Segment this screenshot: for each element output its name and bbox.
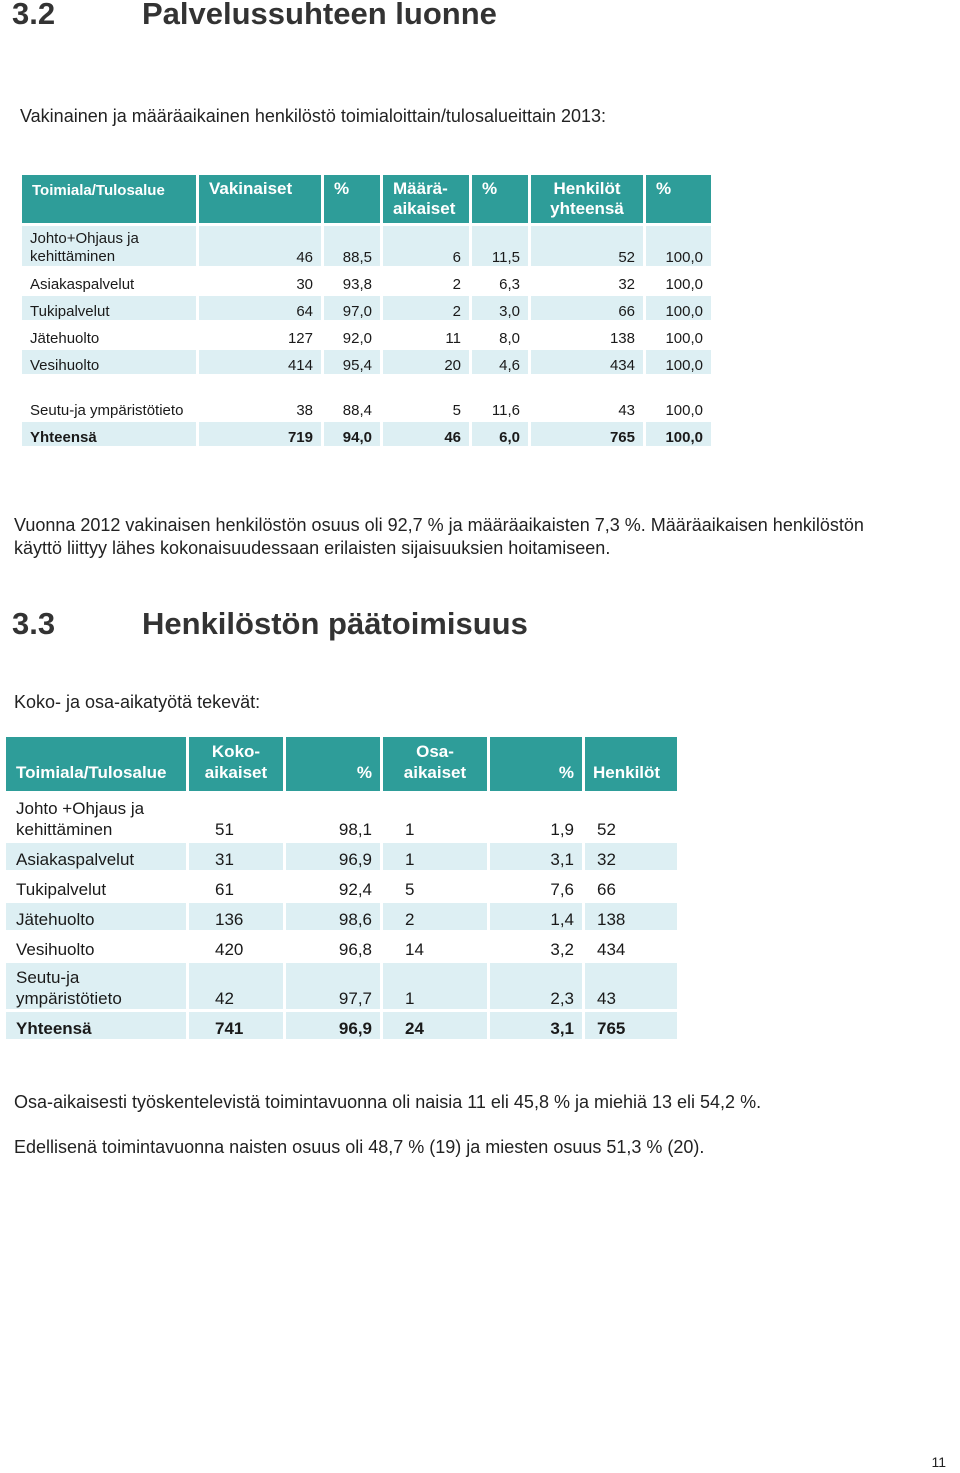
- table2-caption: Koko- ja osa-aikatyötä tekevät:: [14, 692, 261, 712]
- column-header: Koko- aikaiset: [189, 737, 283, 791]
- cell: 42: [189, 963, 283, 1009]
- cell: 32: [585, 843, 677, 870]
- cell: 100,0: [646, 350, 711, 374]
- cell: 127: [199, 323, 321, 347]
- cell: 11,5: [472, 226, 528, 266]
- column-header: Osa- aikaiset: [383, 737, 487, 791]
- row-label: Yhteensä: [22, 422, 196, 446]
- table-row: [22, 226, 711, 266]
- column-header: %: [646, 175, 711, 223]
- table1-caption: Vakinainen ja määräaikainen henkilöstö toimialoittain/tulosalueittain 2013:: [20, 106, 607, 126]
- cell: 100,0: [646, 422, 711, 446]
- row-label: Yhteensä: [6, 1012, 186, 1039]
- table-header-row: [6, 737, 677, 791]
- cell: 765: [585, 1012, 677, 1039]
- section-number: 3.2: [12, 0, 56, 31]
- table-row: [22, 377, 711, 419]
- table-row: [22, 296, 711, 320]
- row-label: Jätehuolto: [22, 323, 196, 347]
- cell: 136: [189, 903, 283, 930]
- total-row: [6, 1012, 677, 1039]
- cell: 8,0: [472, 323, 528, 347]
- cell: 14: [383, 933, 487, 960]
- cell: 97,7: [286, 963, 380, 1009]
- row-label: Vesihuolto: [22, 350, 196, 374]
- fixed-term-table: [19, 172, 714, 449]
- cell: 2: [383, 269, 469, 293]
- table-row: [22, 269, 711, 293]
- cell: 1,9: [490, 794, 582, 840]
- table-row: [22, 350, 711, 374]
- cell: 4,6: [472, 350, 528, 374]
- table-row: [6, 843, 677, 870]
- cell: 95,4: [324, 350, 380, 374]
- cell: 64: [199, 296, 321, 320]
- cell: 719: [199, 422, 321, 446]
- row-label: Asiakaspalvelut: [6, 843, 186, 870]
- cell: 66: [531, 296, 643, 320]
- cell: 3,1: [490, 1012, 582, 1039]
- cell: 1: [383, 843, 487, 870]
- total-row: [22, 422, 711, 446]
- cell: 92,4: [286, 873, 380, 900]
- cell: 93,8: [324, 269, 380, 293]
- column-header: %: [490, 737, 582, 791]
- cell: 1,4: [490, 903, 582, 930]
- cell: 32: [531, 269, 643, 293]
- section-heading-3-3: [12, 606, 528, 642]
- column-header: Toimiala/Tulosalue: [22, 175, 196, 223]
- cell: 11,6: [472, 377, 528, 419]
- cell: 138: [585, 903, 677, 930]
- cell: 6: [383, 226, 469, 266]
- cell: 434: [585, 933, 677, 960]
- cell: 51: [189, 794, 283, 840]
- cell: 741: [189, 1012, 283, 1039]
- table-row: [22, 323, 711, 347]
- column-header: Henkilöt: [585, 737, 677, 791]
- cell: 5: [383, 377, 469, 419]
- table-row: [6, 873, 677, 900]
- row-label: Asiakaspalvelut: [22, 269, 196, 293]
- cell: 434: [531, 350, 643, 374]
- row-label: Tukipalvelut: [6, 873, 186, 900]
- cell: 1: [383, 963, 487, 1009]
- table-row: [6, 933, 677, 960]
- row-label: Seutu-ja ympäristötieto: [6, 963, 186, 1009]
- cell: 96,9: [286, 843, 380, 870]
- column-header: %: [324, 175, 380, 223]
- cell: 46: [199, 226, 321, 266]
- paragraph-3-2: Vuonna 2012 vakinaisen henkilöstön osuus oli 92,7 % ja määräaikaisten 7,3 %. Määräaikaisen henkilöstön käyttö liittyy lähes kokonaisuudessaan erilaisten sijaisuuksien hoitamiseen.: [14, 515, 864, 558]
- column-header: Toimiala/Tulosalue: [6, 737, 186, 791]
- row-label: Seutu-ja ympäristötieto: [22, 377, 196, 419]
- table-row: [6, 963, 677, 1009]
- cell: 96,8: [286, 933, 380, 960]
- cell: 100,0: [646, 296, 711, 320]
- cell: 98,6: [286, 903, 380, 930]
- cell: 100,0: [646, 226, 711, 266]
- section-number: 3.3: [12, 606, 56, 641]
- page-number: 11: [931, 1454, 946, 1470]
- cell: 2: [383, 296, 469, 320]
- cell: 2: [383, 903, 487, 930]
- part-time-table: [3, 734, 680, 1042]
- table-row: [6, 794, 677, 840]
- cell: 96,9: [286, 1012, 380, 1039]
- paragraph-3-3-part-time: Osa-aikaisesti työskentelevistä toimintavuonna oli naisia 11 eli 45,8 % ja miehiä 13 eli 54,2 %.: [14, 1092, 762, 1112]
- cell: 100,0: [646, 377, 711, 419]
- cell: 52: [585, 794, 677, 840]
- cell: 6,3: [472, 269, 528, 293]
- cell: 24: [383, 1012, 487, 1039]
- cell: 38: [199, 377, 321, 419]
- cell: 6,0: [472, 422, 528, 446]
- cell: 3,1: [490, 843, 582, 870]
- cell: 3,0: [472, 296, 528, 320]
- section-title: Palvelussuhteen luonne: [142, 0, 497, 31]
- row-label: Johto+Ohjaus ja kehittäminen: [22, 226, 196, 266]
- cell: 765: [531, 422, 643, 446]
- row-label: Vesihuolto: [6, 933, 186, 960]
- cell: 420: [189, 933, 283, 960]
- table-row: [6, 903, 677, 930]
- cell: 46: [383, 422, 469, 446]
- table-header-row: [22, 175, 711, 223]
- column-header: %: [286, 737, 380, 791]
- column-header: Henkilöt yhteensä: [531, 175, 643, 223]
- cell: 43: [531, 377, 643, 419]
- cell: 52: [531, 226, 643, 266]
- cell: 414: [199, 350, 321, 374]
- cell: 31: [189, 843, 283, 870]
- column-header: Vakinaiset: [199, 175, 321, 223]
- cell: 97,0: [324, 296, 380, 320]
- cell: 88,4: [324, 377, 380, 419]
- cell: 43: [585, 963, 677, 1009]
- cell: 88,5: [324, 226, 380, 266]
- row-label: Johto +Ohjaus ja kehittäminen: [6, 794, 186, 840]
- section-heading-3-2: [12, 0, 497, 32]
- cell: 7,6: [490, 873, 582, 900]
- row-label: Tukipalvelut: [22, 296, 196, 320]
- cell: 92,0: [324, 323, 380, 347]
- row-label: Jätehuolto: [6, 903, 186, 930]
- cell: 94,0: [324, 422, 380, 446]
- cell: 5: [383, 873, 487, 900]
- cell: 3,2: [490, 933, 582, 960]
- cell: 20: [383, 350, 469, 374]
- cell: 100,0: [646, 323, 711, 347]
- section-title: Henkilöstön päätoimisuus: [142, 606, 528, 641]
- cell: 66: [585, 873, 677, 900]
- cell: 138: [531, 323, 643, 347]
- paragraph-3-3-previous-year: Edellisenä toimintavuonna naisten osuus oli 48,7 % (19) ja miesten osuus 51,3 % (20).: [14, 1137, 705, 1157]
- column-header: Määrä- aikaiset: [383, 175, 469, 223]
- cell: 11: [383, 323, 469, 347]
- cell: 61: [189, 873, 283, 900]
- cell: 30: [199, 269, 321, 293]
- cell: 100,0: [646, 269, 711, 293]
- cell: 98,1: [286, 794, 380, 840]
- cell: 2,3: [490, 963, 582, 1009]
- cell: 1: [383, 794, 487, 840]
- column-header: %: [472, 175, 528, 223]
